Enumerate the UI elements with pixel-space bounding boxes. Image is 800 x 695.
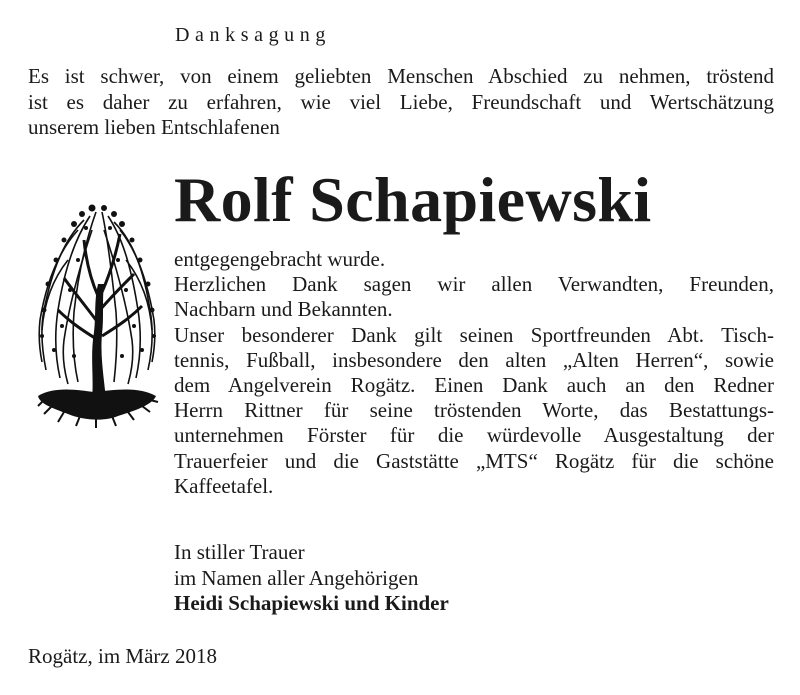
- body-line: dem Angelverein Rogätz. Einen Dank auch an den Redner: [174, 373, 774, 398]
- body-line: Kaffeetafel.: [174, 473, 274, 498]
- body-line: Herrn Rittner für seine tröstenden Worte, das Bestattungs-: [174, 398, 774, 423]
- weeping-willow-icon: [34, 200, 160, 452]
- closing-line: im Namen aller Angehörigen: [174, 565, 419, 590]
- body-line: entgegengebracht wurde.: [174, 247, 386, 271]
- intro-paragraph: [28, 64, 774, 141]
- body-line: Herzlichen Dank sagen wir allen Verwandten, Freunden,: [174, 272, 774, 297]
- intro-line: ist es daher zu erfahren, wie viel Liebe, Freundschaft und Wertschätzung: [28, 89, 774, 114]
- body-line: Unser besonderer Dank gilt seinen Sportfreunden Abt. Tisch-: [174, 322, 774, 347]
- intro-line: unserem lieben Entschlafenen: [28, 115, 280, 139]
- notice-heading: Danksagung: [175, 24, 331, 46]
- body-line: Nachbarn und Bekannten.: [174, 297, 393, 322]
- body-line: Trauerfeier und die Gaststätte „MTS“ Rogätz für die schöne: [174, 448, 774, 473]
- place-date: Rogätz, im März 2018: [28, 644, 217, 668]
- body-line: unternehmen Förster für die würdevolle Ausgestaltung der: [174, 423, 774, 448]
- body-line: tennis, Fußball, insbesondere den alten „Alten Herren“, sowie: [174, 347, 774, 372]
- deceased-name: Rolf Schapiewski: [174, 164, 652, 235]
- closing-block: [174, 540, 449, 617]
- intro-line: Es ist schwer, von einem geliebten Menschen Abschied zu nehmen, tröstend: [28, 64, 774, 88]
- closing-line: In stiller Trauer: [174, 540, 305, 564]
- signature: Heidi Schapiewski und Kinder: [174, 591, 449, 615]
- thanks-paragraph: [174, 247, 774, 499]
